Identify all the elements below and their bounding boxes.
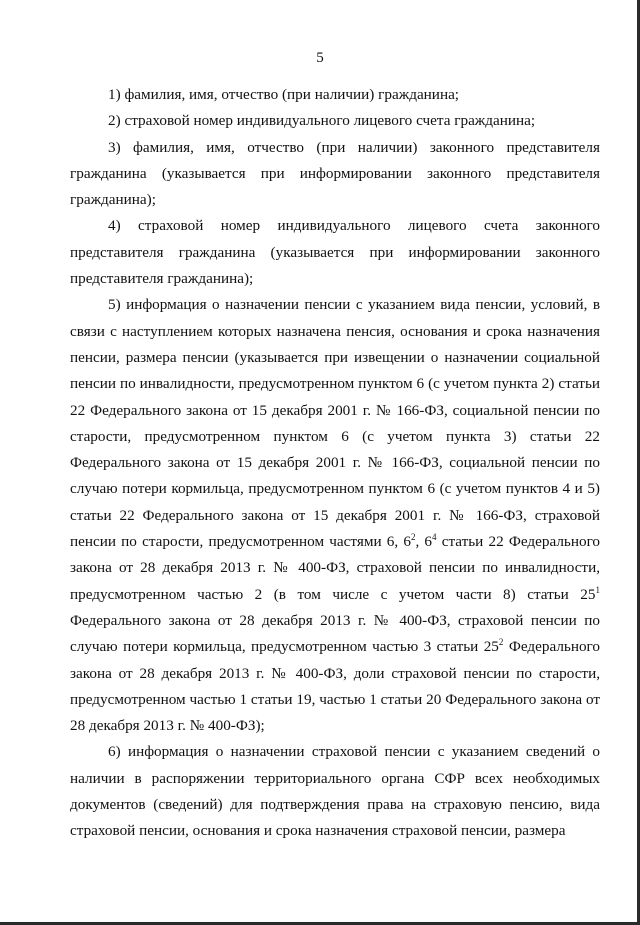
paragraph-item-1: 1) фамилия, имя, отчество (при наличии) гражданина;	[108, 86, 460, 103]
document-body	[70, 82, 600, 845]
superscript-4: 4	[432, 532, 437, 543]
paragraph-item-5	[70, 292, 600, 739]
superscript-2: 2	[410, 532, 416, 543]
paragraph-5-text-part-5: Федерального закона от 28 декабря 2013 г. № 400-ФЗ, доли страховой пенсии по старости, предусмотренном частью 1 статьи 19, частью 1 статьи 20 Федерального закона от 28 декабря 2013 г. № 400-ФЗ);	[70, 638, 600, 735]
paragraph-item-6: 6) информация о назначении страховой пенсии с указанием сведений о наличии в распоряжении территориального органа СФР всех необходимых документов (сведений) для подтверждения права на страховую пенсию, вида страховой пенсии, основания и срока назначения страховой пенсии, размера	[70, 743, 600, 840]
page-number: 5	[316, 50, 324, 66]
paragraph-5-text-part-3: статьи 22 Федерального закона от 28 декабря 2013 г. № 400-ФЗ, страховой пенсии по инвалидности, предусмотренном частью 2 (в том числе с учетом части 8) статьи 25	[70, 533, 601, 603]
paragraph-5-text-part-4: Федерального закона от 28 декабря 2013 г. № 400-ФЗ, страховой пенсии по случаю потери кормильца, предусмотренном частью 3 статьи 25	[70, 611, 600, 656]
paragraph-item-2: 2) страховой номер индивидуального лицевого счета гражданина;	[108, 112, 536, 130]
paragraph-item-4: 4) страховой номер индивидуального лицевого счета законного представителя гражданина (указывается при информировании законного представителя гражданина);	[70, 217, 600, 288]
superscript-2b: 2	[498, 637, 504, 648]
paragraph-5-text-part-2: , 6	[415, 533, 433, 551]
paragraph-5-text-part-1: 5) информация о назначении пенсии с указанием вида пенсии, условий, в связи с наступлением которых назначена пенсия, основания и срока назначения пенсии, размера пенсии (указывается при извещении о назначении социальной пенсии по инвалидности, предусмотренном пунктом 6 (с учетом пункта 2) статьи 22 Федерального закона от 15 декабря 2001 г. № 166-ФЗ, социальной пенсии по старости, предусмотренном пунктом 6 (с учетом пункта 3) статьи 22 Федерального закона от 15 декабря 2001 г. № 166-ФЗ, социальной пенсии по случаю потери кормильца, предусмотренном пунктом 6 (с учетом пунктов 4 и 5) статьи 22 Федерального закона от 15 декабря 2001 г. № 166-ФЗ, страховой пенсии по старости, предусмотренном частями 6, 6	[70, 296, 600, 551]
superscript-1: 1	[595, 584, 600, 595]
paragraph-item-3: 3) фамилия, имя, отчество (при наличии) законного представителя гражданина (указывается при информировании законного представителя гражданина);	[70, 138, 600, 209]
